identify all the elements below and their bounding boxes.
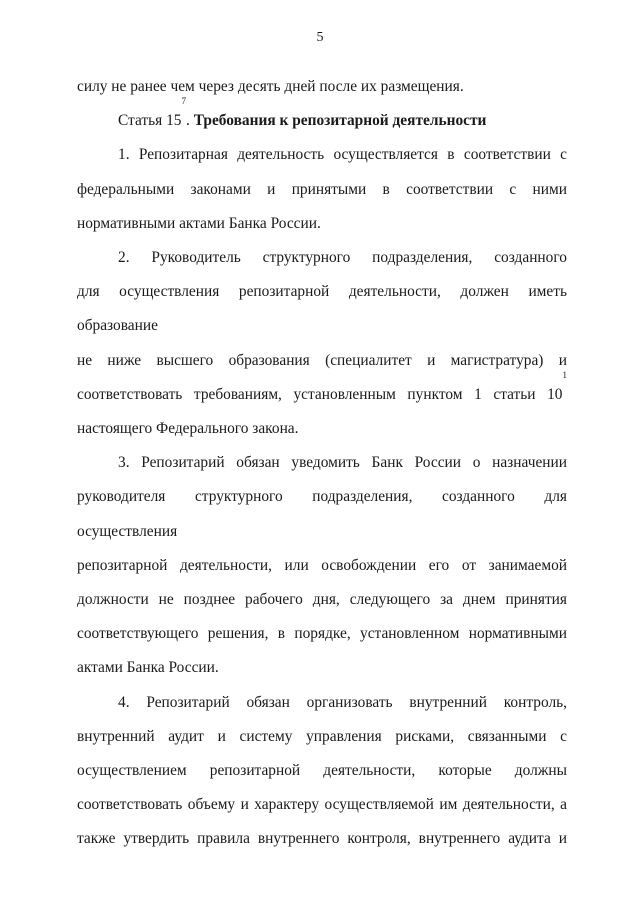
text-line-with-superscript <box>77 369 567 412</box>
article-heading-dot: . <box>185 112 190 130</box>
text-line: 3. Репозитарий обязан уведомить Банк России о назначении <box>118 454 567 472</box>
text-line: руководителя структурного подразделения, созданного для осуществления <box>77 488 567 540</box>
text-line: федеральными законами и принятыми в соответствии с ними <box>77 180 567 198</box>
paragraph-1 <box>77 138 567 241</box>
paragraph-3 <box>77 446 567 685</box>
text-line: 4. Репозитарий обязан организовать внутренний контроль, <box>118 693 567 711</box>
continued-paragraph <box>77 70 567 107</box>
article-number-superscript: 7 <box>181 96 186 107</box>
text-line: не ниже высшего образования (специалитет и магистратура) и <box>77 351 567 369</box>
text-line: соответствовать объему и характеру осуществляемой им деятельности, а <box>77 796 567 814</box>
text-line: настоящего Федерального закона. <box>77 420 299 438</box>
paragraph-4 <box>77 686 567 857</box>
page-number: 5 <box>316 30 324 45</box>
text-line: внутренний аудит и систему управления рисками, связанными с <box>77 727 567 745</box>
text-line: актами Банка России. <box>77 659 219 677</box>
article-heading <box>77 96 567 138</box>
text-line: должности не позднее рабочего дня, следующего за днем принятия <box>77 591 567 609</box>
paragraph-2 <box>77 241 567 446</box>
text-line: нормативными актами Банка России. <box>77 214 321 232</box>
article-number: Статья 15 <box>118 112 182 130</box>
text-line: силу не ранее чем через десять дней после их размещения. <box>77 78 464 95</box>
article-title: Требования к репозитарной деятельности <box>193 112 487 130</box>
text-line: 1. Репозитарная деятельность осуществляется в соответствии с <box>118 146 567 164</box>
text-line: осуществлением репозитарной деятельности, которые должны <box>77 762 567 780</box>
text-line: также утвердить правила внутреннего контроля, внутреннего аудита и <box>77 830 567 848</box>
text-line-part: соответствовать требованиям, установленным пунктом 1 статьи 10 <box>77 385 563 403</box>
text-line: репозитарной деятельности, или освобождении его от занимаемой <box>77 556 567 574</box>
text-line: для осуществления репозитарной деятельности, должен иметь образование <box>77 283 567 335</box>
text-line: 2. Руководитель структурного подразделения, созданного <box>118 249 567 267</box>
document-body <box>77 70 567 857</box>
text-line: соответствующего решения, в порядке, установленном нормативными <box>77 625 567 643</box>
article-reference-superscript: 1 <box>562 369 567 380</box>
